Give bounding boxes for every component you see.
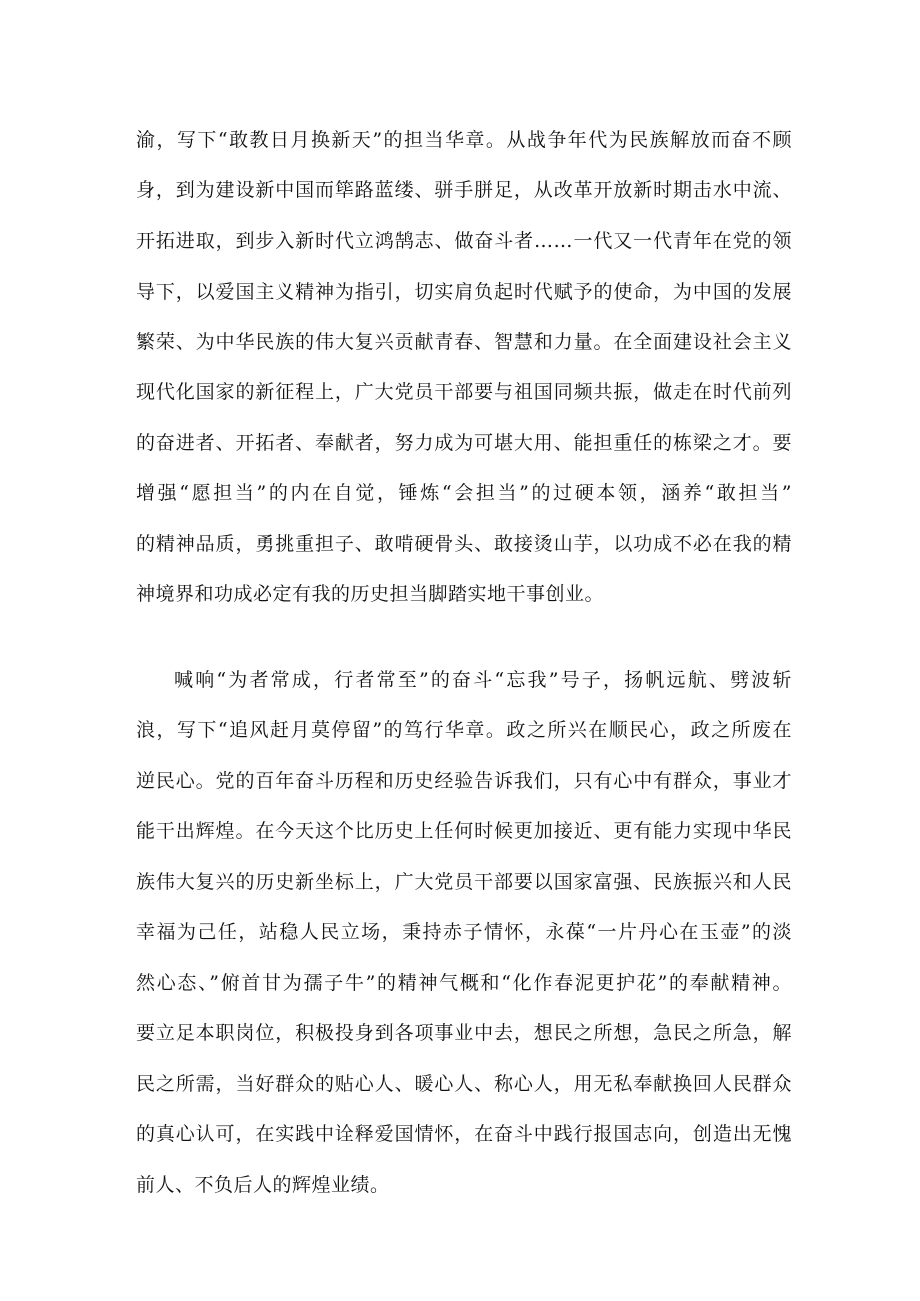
paragraph-line: 的精神品质，勇挑重担子、敢啃硬骨头、敢接烫山芋，以功成不必在我的精 [136,533,792,555]
paragraph-line: 能干出辉煌。在今天这个比历史上任何时候更加接近、更有能力实现中华民 [136,820,792,842]
paragraph-line: 繁荣、为中华民族的伟大复兴贡献青春、智慧和力量。在全面建设社会主义 [136,331,792,353]
paragraph-line: 喊响“为者常成，行者常至”的奋斗“忘我”号子，扬帆远航、劈波斩 [174,669,792,691]
paragraph-line: 幸福为己任，站稳人民立场，秉持赤子情怀，永葆“一片丹心在玉壶”的淡 [136,921,792,943]
paragraph-line: 的真心认可，在实践中诠释爱国情怀，在奋斗中践行报国志向，创造出无愧 [136,1123,792,1145]
paragraph-line: 导下，以爱国主义精神为指引，切实肩负起时代赋予的使命，为中国的发展 [136,281,792,303]
paragraph-line: 开拓进取，到步入新时代立鸿鹄志、做奋斗者……一代又一代青年在党的领 [136,230,792,252]
paragraph-line: 族伟大复兴的历史新坐标上，广大党员干部要以国家富强、民族振兴和人民 [136,871,792,893]
paragraph-line: 渝，写下“敢教日月换新天”的担当华章。从战争年代为民族解放而奋不顾 [136,129,792,151]
paragraph-line: 身，到为建设新中国而筚路蓝缕、骈手胼足，从改革开放新时期击水中流、 [136,179,792,201]
paragraph-line: 神境界和功成必定有我的历史担当脚踏实地干事创业。 [136,583,605,605]
paragraph-line: 增强“愿担当”的内在自觉，锤炼“会担当”的过硬本领，涵养“敢担当” [136,482,792,504]
paragraph-line: 要立足本职岗位，积极投身到各项事业中去，想民之所想，急民之所急，解 [136,1022,792,1044]
paragraph-line: 然心态、”俯首甘为孺子牛”的精神气概和“化作春泥更护花”的奉献精神。 [136,972,792,994]
paragraph-line: 逆民心。党的百年奋斗历程和历史经验告诉我们，只有心中有群众，事业才 [136,770,792,792]
paragraph-line: 现代化国家的新征程上，广大党员干部要与祖国同频共振，做走在时代前列 [136,381,792,403]
paragraph-line: 民之所需，当好群众的贴心人、暖心人、称心人，用无私奉献换回人民群众 [136,1073,792,1095]
paragraph-line: 浪，写下“追风赶月莫停留”的笃行华章。政之所兴在顺民心，政之所废在 [136,719,792,741]
paragraph-line: 前人、不负后人的辉煌业绩。 [136,1174,390,1196]
paragraph-line: 的奋进者、开拓者、奉献者，努力成为可堪大用、能担重任的栋梁之才。要 [136,432,792,454]
